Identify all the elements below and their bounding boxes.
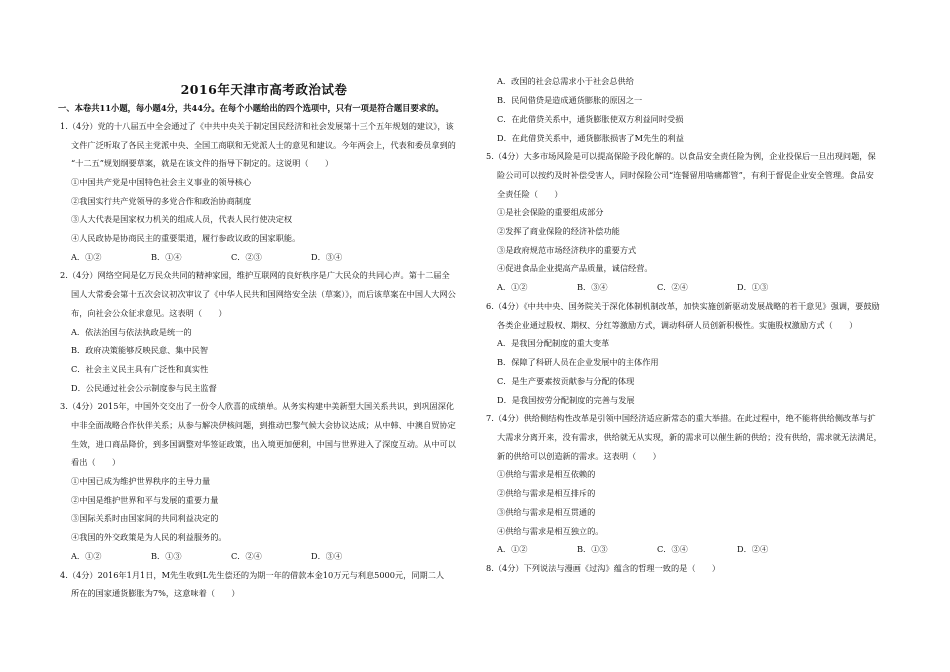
q5-choice-c: C．②④: [657, 282, 688, 292]
q1-line-2: 文件广泛听取了各民主党派中央、全国工商联和无党派人士的意见和建议。今年两会上，代表和委员拿到的: [71, 140, 456, 150]
q1-line-1: 1.（4分）党的十八届五中全会通过了《中共中央关于制定国民经济和社会发展第十三个五年规划的建议》，该: [60, 121, 454, 131]
q3-choice-b: B．①③: [151, 551, 182, 561]
q3-option-2: ②中国是维护世界和平与发展的重要力量: [71, 495, 219, 505]
q5-option-1: ①是社会保险的重要组成部分: [497, 207, 604, 217]
q6-line-1: 6.（4分）《中共中央、国务院关于深化体制机制改革，加快实施创新驱动发展战略的若干意见》强调，要鼓励: [486, 301, 880, 311]
q5-line-1: 5.（4分）大多市场风险是可以提高保险予段化解的。以食品安全责任险为例，企业投保后一旦出现问题，保: [486, 151, 876, 161]
q5-choice-a: A．①②: [497, 282, 528, 292]
q1-line-3: “十二五”规划纲要草案，就是在该文件的指导下制定的。这说明（ ）: [71, 158, 334, 168]
section-heading: 一、本卷共11小题，每小题4分，共44分。在每个小题给出的四个选项中，只有一项是符合题目要求的。: [58, 103, 444, 113]
q1-choice-b: B．①④: [151, 252, 182, 262]
q6-option-d: D．是我国按劳分配制度的完善与发展: [497, 395, 635, 405]
q2-option-c: C．社会主义民主具有广泛性和真实性: [71, 364, 209, 374]
q4-line-2: 所在的国家通货膨胀为7%，这意味着（ ）: [71, 588, 240, 598]
q6-option-c: C．是生产要素按贡献参与分配的体现: [497, 376, 635, 386]
q1-option-3: ③人大代表是国家权力机关的组成人员，代表人民行使决定权: [71, 214, 293, 224]
q2-line-3: 布，向社会公众征求意见。这表明（ ）: [71, 308, 227, 318]
q5-choice-d: D．①③: [737, 282, 769, 292]
q3-line-2: 中非全面战略合作伙伴关系；从参与解决伊核问题，到推动巴黎气候大会协议达成；从中韩、中澳自贸协定: [71, 420, 456, 430]
q7-choice-b: B．①③: [577, 544, 608, 554]
q3-line-3: 生效，进口商品降价，到多国调整对华签证政策，出入境更加便利，中国与世界进入了深度互动。从中可以: [71, 439, 456, 449]
q3-choice-c: C．②④: [231, 551, 262, 561]
q7-choice-c: C．③④: [657, 544, 688, 554]
page-title: 2016年天津市高考政治试卷: [180, 82, 348, 97]
q7-option-3: ③供给与需求是相互贯通的: [497, 507, 596, 517]
q7-choice-a: A．①②: [497, 544, 528, 554]
q2-option-a: A．依法治国与依法执政是统一的: [71, 327, 192, 337]
q7-choices: [497, 544, 817, 555]
q1-choices: [71, 252, 391, 263]
q1-option-2: ②我国实行共产党领导的多党合作和政治协商制度: [71, 196, 252, 206]
q1-choice-a: A．①②: [71, 252, 102, 262]
q1-choice-c: C．②③: [231, 252, 262, 262]
q4-option-d: D．在此借贷关系中，通货膨胀损害了M先生的利益: [497, 133, 684, 143]
q7-line-2: 大需求分离开来，没有需求，供给就无从实现，新的需求可以催生新的供给；没有供给，需求就无法满足，: [497, 432, 882, 442]
q4-option-a: A．改国的社会总需求小于社会总供给: [497, 76, 634, 86]
q8-line-1: 8.（4分）下列说法与漫画《过沟》蕴含的哲理一致的是（ ）: [486, 563, 721, 573]
q1-option-1: ①中国共产党是中国特色社会主义事业的领导核心: [71, 177, 252, 187]
q2-option-d: D．公民通过社会公示制度参与民主监督: [71, 383, 217, 393]
q3-option-3: ③国际关系时由国家间的共同利益决定的: [71, 513, 219, 523]
q5-option-4: ④促进食品企业提高产品质量，诚信经营。: [497, 263, 653, 273]
q7-choice-d: D．②④: [737, 544, 769, 554]
q4-line-1: 4.（4分）2016年1月1日，M先生收到L先生偿还的为期一年的借款本金10万元与利息5000元，同期二人: [60, 570, 445, 580]
q2-option-b: B．政府决策能够反映民意、集中民智: [71, 345, 209, 355]
q7-line-3: 新的供给可以创造新的需求。这表明（ ）: [497, 451, 661, 461]
q7-option-2: ②供给与需求是相互排斥的: [497, 488, 596, 498]
q3-option-1: ①中国已成为维护世界秩序的主导力量: [71, 476, 211, 486]
q7-line-1: 7.（4分）供给侧结构性改革是引领中国经济适应新常态的重大举措。在此过程中，绝不能将供给侧改革与扩: [486, 413, 876, 423]
q5-line-3: 全责任险（ ）: [497, 189, 563, 199]
q3-choices: [71, 551, 391, 562]
q6-option-b: B．保障了科研人员在企业发展中的主体作用: [497, 357, 659, 367]
q6-option-a: A．是我国分配制度的重大变革: [497, 338, 610, 348]
q3-line-1: 3.（4分）2015年，中国外交交出了一份令人欣喜的成绩单。从务实构建中美新型大国关系共识，到巩固深化: [60, 401, 455, 411]
q5-option-3: ③是政府规范市场经济秩序的重要方式: [497, 245, 637, 255]
q1-choice-d: D．③④: [311, 252, 343, 262]
q7-option-4: ④供给与需求是相互独立的。: [497, 526, 604, 536]
q7-option-1: ①供给与需求是相互依赖的: [497, 469, 596, 479]
q4-option-c: C．在此借贷关系中，通货膨胀使双方利益同时受损: [497, 114, 684, 124]
q5-choices: [497, 282, 817, 293]
q2-line-1: 2.（4分）网络空间是亿万民众共同的精神家园，维护互联网的良好秩序是广大民众的共同心声。第十二届全: [60, 270, 450, 280]
q2-line-2: 国人大常委会第十五次会议初次审议了《中华人民共和国网络安全法（草案）》，而后该草案在中国人大网公: [71, 289, 456, 299]
q4-option-b: B．民间借贷是造成通货膨胀的原因之一: [497, 95, 643, 105]
q3-line-4: 看出（ ）: [71, 457, 121, 467]
q6-line-2: 各类企业通过股权、期权、分红等激励方式，调动科研人员创新积极性。实施股权激励方式（ ）: [497, 320, 858, 330]
q3-option-4: ④我国的外交政策是为人民的利益服务的。: [71, 532, 227, 542]
q3-choice-d: D．③④: [311, 551, 343, 561]
q5-choice-b: B．③④: [577, 282, 608, 292]
q5-option-2: ②发挥了商业保险的经济补偿功能: [497, 226, 620, 236]
q5-line-2: 险公司可以按约及时补偿受害人，同时保险公司“连餐留用啥痛都管”，有利于督促企业安全管理。食品安: [497, 170, 874, 180]
q1-option-4: ④人民政协是协商民主的重要渠道，履行参政议政的国家职能。: [71, 233, 301, 243]
q3-choice-a: A．①②: [71, 551, 102, 561]
